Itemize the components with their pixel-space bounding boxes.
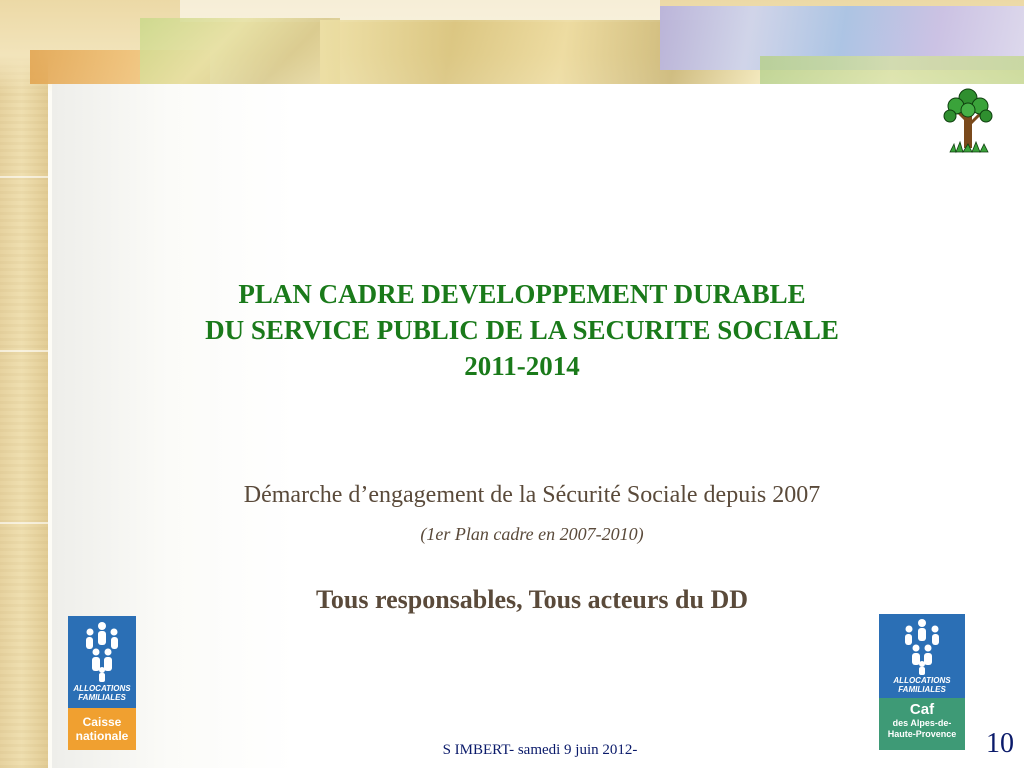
- top-decorative-banner: [0, 0, 1024, 90]
- banner-leaf-image: [140, 18, 340, 86]
- logo-line: des Alpes-de-: [892, 718, 952, 728]
- slide-subtitle: Démarche d’engagement de la Sécurité Sociale depuis 2007: [243, 482, 821, 508]
- logo-text: [68, 684, 136, 702]
- strip-seam: [0, 176, 48, 178]
- title-line: 2011-2014: [464, 351, 580, 381]
- logo-blue-block: [68, 616, 136, 708]
- logo-line: nationale: [75, 729, 129, 743]
- tree-clipart-icon: [936, 82, 1000, 156]
- logo-green-block: [879, 698, 965, 750]
- logo-text: [879, 676, 965, 694]
- left-parchment-strip: [0, 0, 48, 768]
- logo-line: FAMILIALES: [898, 685, 946, 694]
- slide-title: [100, 276, 944, 384]
- strip-seam: [0, 522, 48, 524]
- slide-subnote: (1er Plan cadre en 2007-2010): [420, 524, 644, 544]
- logo-line: Haute-Provence: [887, 729, 957, 739]
- title-line: DU SERVICE PUBLIC DE LA SECURITE SOCIALE: [205, 315, 839, 345]
- slide-tagline: Tous responsables, Tous acteurs du DD: [315, 585, 749, 614]
- logo-line: ALLOCATIONS: [893, 676, 951, 685]
- caf-national-logo: [68, 616, 136, 750]
- logo-line: FAMILIALES: [78, 693, 126, 702]
- caf-alpes-logo: [879, 614, 965, 750]
- logo-orange-block: [68, 708, 136, 750]
- slide-footer: S IMBERT- samedi 9 juin 2012-: [442, 742, 638, 758]
- title-line: PLAN CADRE DEVELOPPEMENT DURABLE: [238, 279, 806, 309]
- logo-blue-block: [879, 614, 965, 698]
- logo-line: Caisse: [82, 715, 122, 729]
- page-number: 10: [986, 728, 1014, 759]
- logo-caf-word: Caf: [909, 701, 935, 718]
- strip-seam: [0, 350, 48, 352]
- caf-family-figures-icon: [879, 616, 965, 676]
- logo-line: ALLOCATIONS: [73, 684, 131, 693]
- caf-family-figures-icon: [68, 618, 136, 684]
